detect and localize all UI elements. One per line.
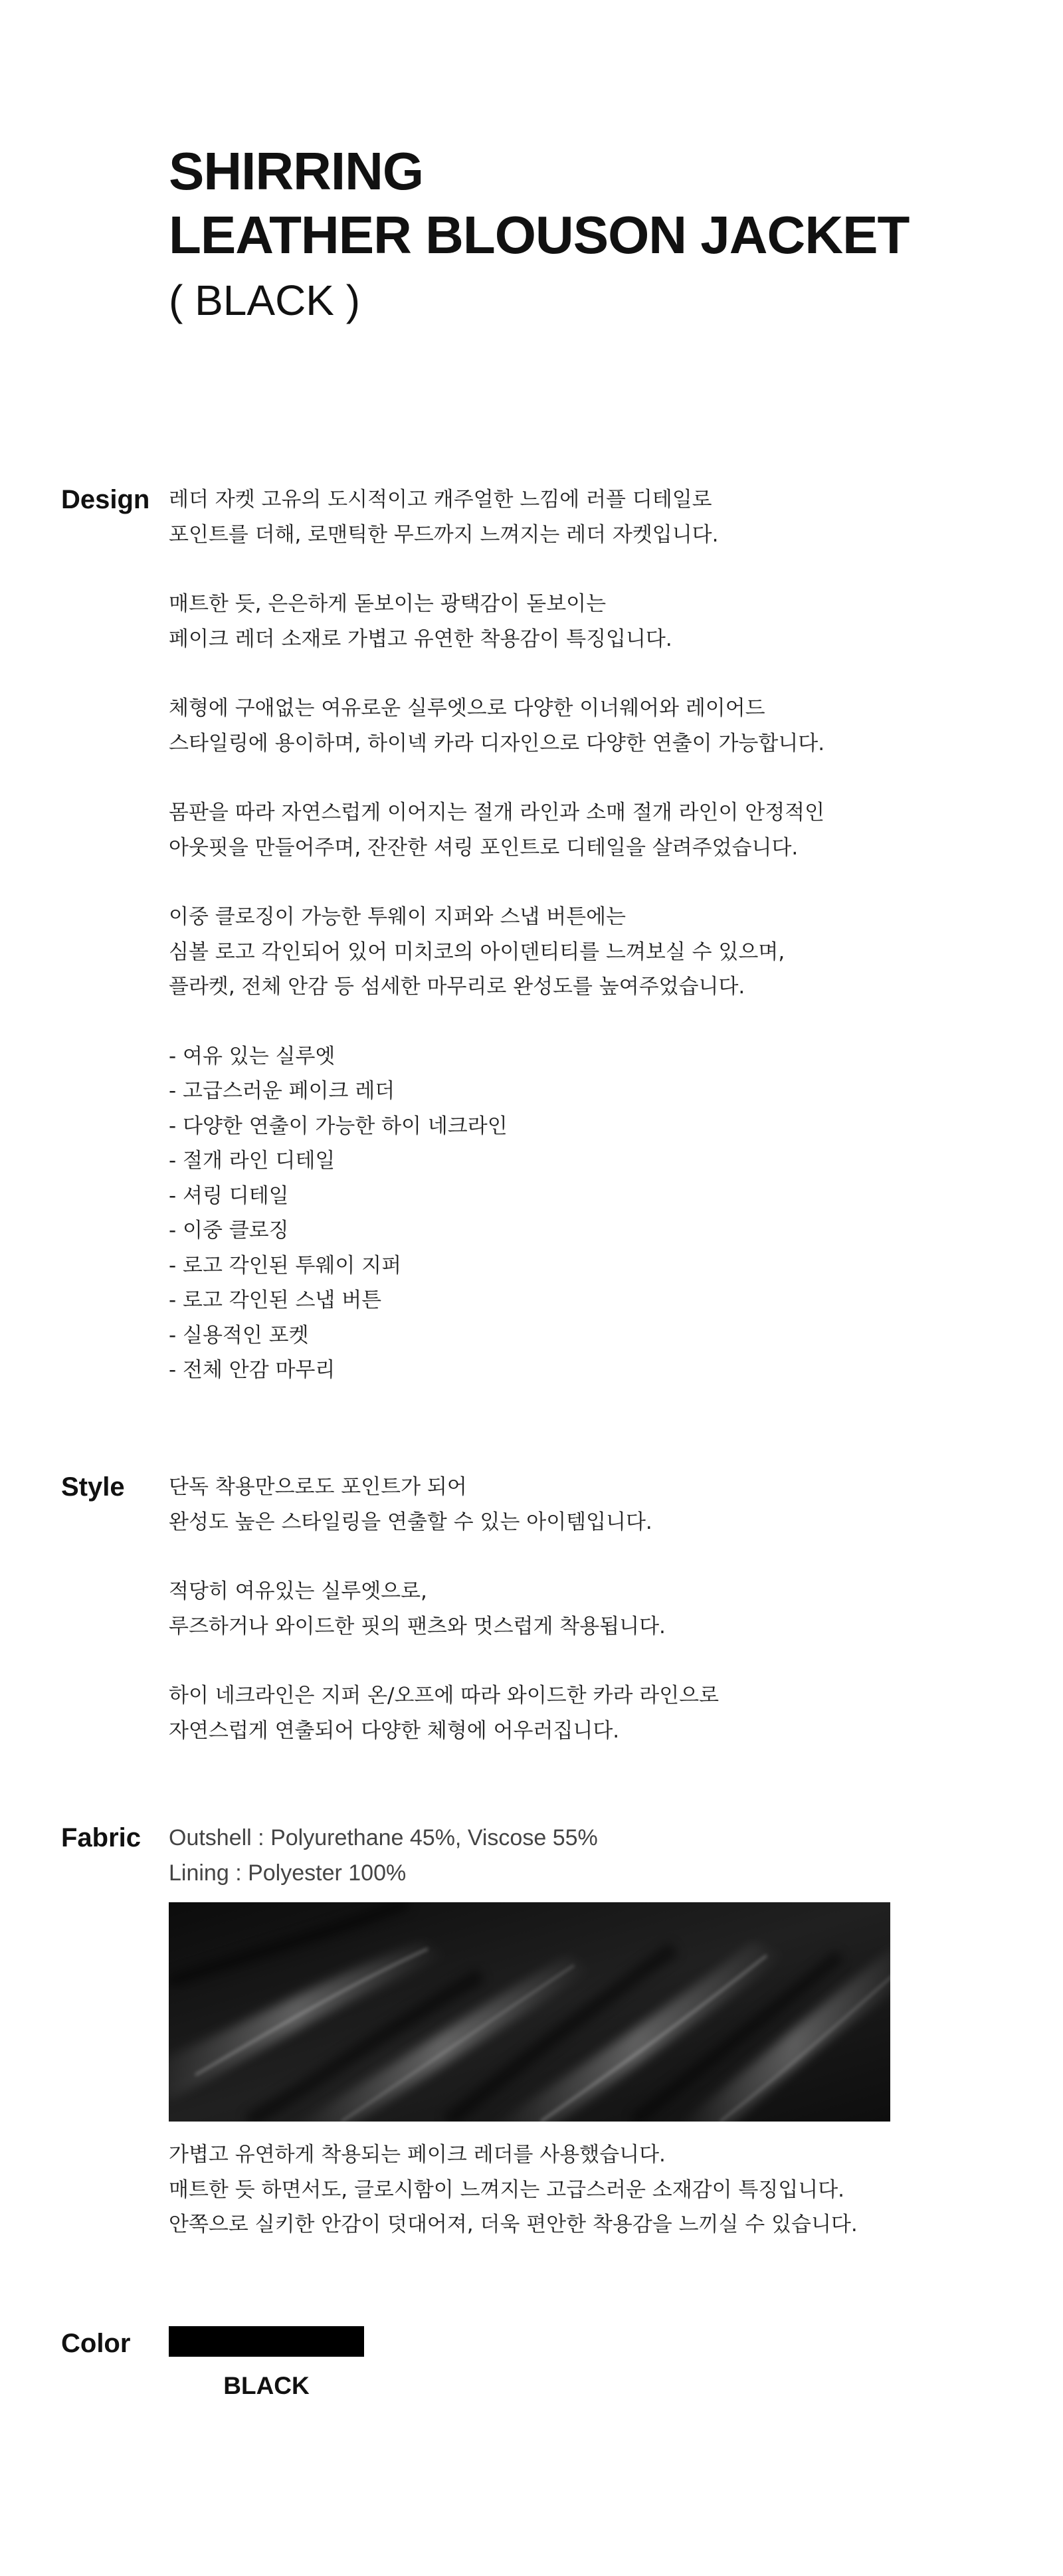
product-color-label: ( BLACK )	[169, 276, 361, 324]
fabric-description-line: 안쪽으로 실키한 안감이 덧대어져, 더욱 편안한 착용감을 느끼실 수 있습니다.	[169, 2213, 858, 2236]
style-text-line: 자연스럽게 연출되어 다양한 체형에 어우러집니다.	[169, 1718, 620, 1743]
design-body	[169, 482, 1032, 1388]
feature-list-item: - 여유 있는 실루엣	[169, 1044, 336, 1068]
feature-list-item: - 로고 각인된 스냅 버튼	[169, 1288, 382, 1312]
style-label: Style	[61, 1472, 125, 1502]
fabric-description-line: 매트한 듯 하면서도, 글로시함이 느껴지는 고급스러운 소재감이 특징입니다.	[169, 2177, 845, 2202]
fabric-body	[169, 1821, 1032, 2242]
feature-list	[169, 1039, 1032, 1388]
design-text-line: 스타일링에 용이하며, 하이넥 카라 디자인으로 다양한 연출이 가능합니다.	[169, 731, 825, 755]
feature-list-item: - 이중 클로징	[169, 1219, 289, 1242]
fabric-lining: Lining : Polyester 100%	[169, 1860, 407, 1886]
design-text-line: 몸판을 따라 자연스럽게 이어지는 절개 라인과 소매 절개 라인이 안정적인	[169, 801, 825, 825]
feature-list-item: - 셔링 디테일	[169, 1183, 289, 1208]
design-text-line: 체형에 구애없는 여유로운 실루엣으로 다양한 이너웨어와 레이어드	[169, 696, 765, 720]
color-swatch-label: BLACK	[223, 2372, 310, 2399]
fabric-description-line: 가볍고 유연하게 착용되는 페이크 레더를 사용했습니다.	[169, 2143, 666, 2167]
style-body	[169, 1470, 1032, 1783]
design-text-line: 플라켓, 전체 안감 등 섬세한 마무리로 완성도를 높여주었습니다.	[169, 975, 745, 999]
design-text-line: 페이크 레더 소재로 가볍고 유연한 착용감이 특징입니다.	[169, 627, 672, 651]
design-paragraph	[169, 900, 1032, 1005]
feature-list-item: - 전체 안감 마무리	[169, 1358, 336, 1382]
fabric-label: Fabric	[61, 1823, 142, 1852]
style-text-line: 단독 착용만으로도 포인트가 되어	[169, 1475, 467, 1499]
design-paragraph	[169, 587, 1032, 656]
design-text-line: 심볼 로고 각인되어 있어 미치코의 아이덴티티를 느껴보실 수 있으며,	[169, 940, 785, 964]
feature-list-item: - 실용적인 포켓	[169, 1323, 309, 1347]
leather-texture-image	[169, 1902, 890, 2122]
design-paragraph	[169, 795, 1032, 865]
design-text-line: 매트한 듯, 은은하게 돋보이는 광택감이 돋보이는	[169, 592, 607, 616]
feature-list-item: - 절개 라인 디테일	[169, 1149, 336, 1173]
style-text-line: 완성도 높은 스타일링을 연출할 수 있는 아이템입니다.	[169, 1510, 652, 1534]
feature-list-item: - 다양한 연출이 가능한 하이 네크라인	[169, 1114, 508, 1138]
design-text-line: 포인트를 더해, 로맨틱한 무드까지 느껴지는 레더 자켓입니다.	[169, 522, 719, 547]
design-text-line: 레더 자켓 고유의 도시적이고 캐주얼한 느낌에 러플 디테일로	[169, 488, 712, 512]
product-title-block	[169, 140, 909, 332]
style-paragraph	[169, 1470, 1032, 1539]
product-title-line-1: SHIRRING	[169, 142, 424, 201]
style-text-line: 적당히 여유있는 실루엣으로,	[169, 1579, 427, 1603]
style-paragraph	[169, 1574, 1032, 1644]
design-paragraph	[169, 691, 1032, 761]
feature-list-item: - 고급스러운 페이크 레더	[169, 1079, 395, 1103]
style-text-line: 루즈하거나 와이드한 핏의 팬츠와 멋스럽게 착용됩니다.	[169, 1614, 666, 1638]
color-label: Color	[61, 2329, 131, 2358]
design-paragraph	[169, 482, 1032, 552]
black-color-swatch	[169, 2326, 364, 2357]
style-paragraph	[169, 1678, 1032, 1748]
design-text-line: 이중 클로징이 가능한 투웨이 지퍼와 스냅 버튼에는	[169, 905, 626, 929]
design-label: Design	[61, 485, 150, 514]
product-title-line-2: LEATHER BLOUSON JACKET	[169, 205, 910, 264]
feature-list-item: - 로고 각인된 투웨이 지퍼	[169, 1253, 402, 1278]
fabric-outshell: Outshell : Polyurethane 45%, Viscose 55%	[169, 1825, 598, 1850]
style-text-line: 하이 네크라인은 지퍼 온/오프에 따라 와이드한 카라 라인으로	[169, 1684, 720, 1708]
design-text-line: 아웃핏을 만들어주며, 잔잔한 셔링 포인트로 디테일을 살려주었습니다.	[169, 835, 799, 860]
color-body	[169, 2326, 1032, 2403]
